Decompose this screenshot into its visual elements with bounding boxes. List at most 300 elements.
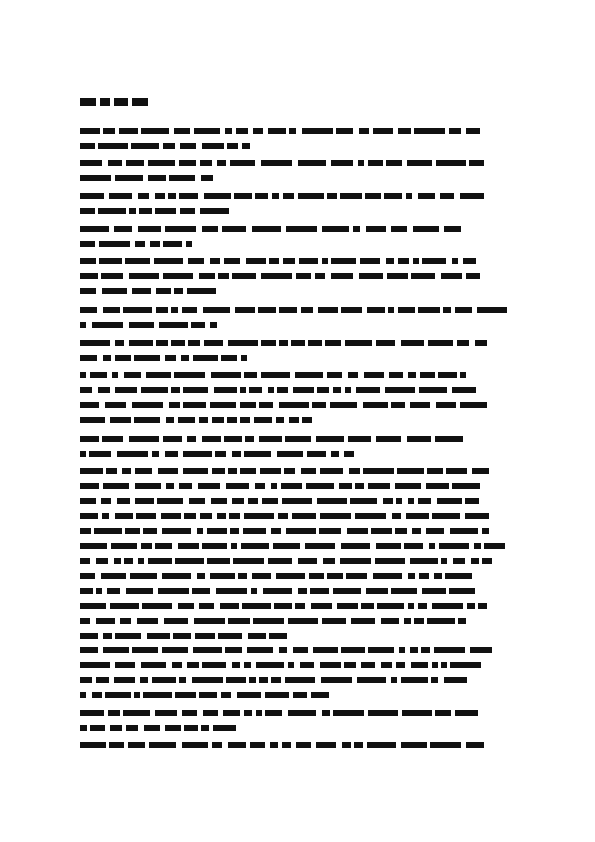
word-block xyxy=(282,742,291,748)
word-block xyxy=(255,483,265,489)
paragraph xyxy=(80,436,510,466)
word-block xyxy=(117,451,148,457)
text-line xyxy=(80,128,510,134)
word-block xyxy=(200,160,212,166)
paragraph xyxy=(80,340,510,370)
word-block xyxy=(107,588,120,594)
word-block xyxy=(96,588,102,594)
word-block xyxy=(164,618,188,624)
word-block xyxy=(242,603,271,609)
word-block xyxy=(450,662,481,668)
word-block xyxy=(120,618,131,624)
word-block xyxy=(159,322,188,328)
paragraph xyxy=(80,193,510,223)
word-block xyxy=(90,725,105,731)
word-block xyxy=(101,498,111,504)
word-block xyxy=(103,483,129,489)
word-block xyxy=(283,193,294,199)
word-block xyxy=(240,468,256,474)
word-block xyxy=(80,175,111,181)
word-block xyxy=(268,387,274,393)
word-block xyxy=(163,241,182,247)
word-block xyxy=(197,573,205,579)
word-block xyxy=(450,528,478,534)
word-block xyxy=(470,647,492,653)
word-block xyxy=(114,558,121,564)
word-block xyxy=(351,618,375,624)
word-block xyxy=(246,258,266,264)
word-block xyxy=(156,288,171,294)
word-block xyxy=(312,402,326,408)
word-block xyxy=(477,307,507,313)
word-block xyxy=(431,677,438,683)
word-block xyxy=(322,618,346,624)
word-block xyxy=(137,618,158,624)
word-block xyxy=(482,528,489,534)
text-line xyxy=(80,258,510,264)
word-block xyxy=(125,528,140,534)
word-block xyxy=(399,647,405,653)
word-block xyxy=(259,402,273,408)
text-line xyxy=(80,340,510,346)
paragraph xyxy=(80,128,510,158)
word-block xyxy=(419,573,429,579)
word-block xyxy=(439,543,469,549)
word-block xyxy=(217,513,226,519)
word-block xyxy=(179,193,198,199)
word-block xyxy=(345,387,351,393)
word-block xyxy=(340,193,362,199)
word-block xyxy=(94,528,122,534)
word-block xyxy=(105,692,131,698)
word-block xyxy=(184,725,198,731)
text-line xyxy=(80,451,510,457)
word-block xyxy=(349,468,360,474)
word-block xyxy=(128,742,145,748)
word-block xyxy=(284,468,295,474)
word-block xyxy=(234,193,252,199)
word-block xyxy=(422,588,446,594)
word-block xyxy=(126,588,153,594)
word-block xyxy=(130,573,157,579)
word-block xyxy=(285,436,311,442)
word-block xyxy=(200,513,212,519)
word-block xyxy=(355,513,386,519)
word-block xyxy=(253,618,284,624)
word-block xyxy=(188,258,204,264)
word-block xyxy=(331,258,356,264)
word-block xyxy=(181,355,189,361)
word-block xyxy=(254,417,272,423)
word-block xyxy=(229,513,240,519)
text-line xyxy=(80,208,510,214)
word-block xyxy=(466,273,480,279)
text-line xyxy=(80,322,510,328)
word-block xyxy=(347,528,368,534)
word-block xyxy=(182,710,197,716)
word-block xyxy=(299,258,318,264)
word-block xyxy=(413,258,419,264)
word-block xyxy=(259,436,282,442)
word-block xyxy=(298,558,317,564)
word-block xyxy=(444,677,467,683)
word-block xyxy=(243,528,266,534)
word-block xyxy=(364,372,384,378)
word-block xyxy=(281,483,302,489)
text-line xyxy=(80,160,510,166)
word-block xyxy=(363,402,388,408)
word-block xyxy=(435,710,451,716)
word-block xyxy=(80,451,86,457)
word-block xyxy=(80,258,96,264)
word-block xyxy=(132,288,151,294)
text-line xyxy=(80,355,510,361)
word-block xyxy=(286,226,317,232)
word-block xyxy=(449,128,461,134)
word-block xyxy=(463,258,476,264)
word-block xyxy=(406,513,429,519)
word-block xyxy=(183,468,208,474)
word-block xyxy=(288,662,294,668)
word-block xyxy=(202,226,218,232)
word-block xyxy=(96,677,109,683)
word-block xyxy=(282,498,312,504)
word-block xyxy=(154,258,183,264)
text-line xyxy=(80,633,510,639)
heading-glyph-block xyxy=(132,98,148,106)
word-block xyxy=(438,372,457,378)
paragraph xyxy=(80,160,510,190)
word-block xyxy=(421,647,430,653)
word-block xyxy=(288,710,316,716)
word-block xyxy=(260,468,281,474)
word-block xyxy=(301,468,316,474)
word-block xyxy=(306,483,334,489)
word-block xyxy=(428,340,453,346)
word-block xyxy=(293,387,314,393)
word-block xyxy=(354,742,363,748)
word-block xyxy=(261,372,290,378)
word-block xyxy=(242,143,250,149)
word-block xyxy=(179,483,192,489)
word-block xyxy=(80,618,90,624)
text-line xyxy=(80,692,510,698)
word-block xyxy=(279,647,287,653)
text-line xyxy=(80,307,510,313)
word-block xyxy=(373,128,393,134)
word-block xyxy=(195,633,215,639)
word-block xyxy=(80,528,91,534)
word-block xyxy=(250,742,265,748)
word-block xyxy=(301,307,313,313)
word-block xyxy=(436,402,456,408)
text-line xyxy=(80,288,510,294)
word-block xyxy=(156,340,168,346)
word-block xyxy=(373,573,402,579)
word-block xyxy=(377,603,404,609)
word-block xyxy=(413,226,439,232)
word-block xyxy=(452,258,458,264)
word-block xyxy=(268,558,292,564)
word-block xyxy=(385,387,415,393)
word-block xyxy=(98,208,126,214)
word-block xyxy=(115,340,124,346)
word-block xyxy=(232,451,241,457)
word-block xyxy=(156,307,168,313)
word-block xyxy=(331,273,353,279)
word-block xyxy=(199,273,215,279)
word-block xyxy=(115,387,137,393)
word-block xyxy=(311,603,332,609)
word-block xyxy=(138,558,144,564)
word-block xyxy=(212,468,225,474)
word-block xyxy=(331,160,353,166)
word-block xyxy=(80,588,93,594)
word-block xyxy=(311,692,329,698)
word-block xyxy=(171,387,180,393)
word-block xyxy=(389,372,403,378)
word-block xyxy=(465,498,479,504)
word-block xyxy=(318,307,338,313)
word-block xyxy=(193,647,222,653)
word-block xyxy=(469,160,484,166)
word-block xyxy=(80,483,99,489)
word-block xyxy=(244,372,257,378)
word-block xyxy=(129,273,159,279)
word-block xyxy=(226,483,249,489)
word-block xyxy=(408,603,414,609)
word-block xyxy=(271,528,281,534)
word-block xyxy=(218,273,229,279)
word-block xyxy=(132,647,158,653)
word-block xyxy=(414,128,445,134)
word-block xyxy=(272,193,279,199)
word-block xyxy=(194,128,220,134)
word-block xyxy=(220,603,239,609)
word-block xyxy=(418,193,435,199)
word-block xyxy=(99,241,130,247)
text-line xyxy=(80,677,510,683)
word-block xyxy=(135,483,161,489)
word-block xyxy=(302,128,333,134)
word-block xyxy=(140,677,148,683)
word-block xyxy=(210,402,236,408)
word-block xyxy=(327,193,337,199)
word-block xyxy=(392,513,401,519)
word-block xyxy=(103,307,120,313)
word-block xyxy=(278,513,288,519)
word-block xyxy=(228,618,250,624)
word-block xyxy=(199,692,217,698)
text-line xyxy=(80,662,510,668)
word-block xyxy=(80,513,98,519)
word-block xyxy=(296,273,311,279)
word-block xyxy=(236,128,248,134)
word-block xyxy=(192,588,210,594)
word-block xyxy=(252,573,271,579)
word-block xyxy=(371,528,392,534)
word-block xyxy=(198,483,220,489)
word-block xyxy=(147,633,170,639)
word-block xyxy=(123,710,150,716)
word-block xyxy=(320,468,343,474)
word-block xyxy=(418,307,440,313)
word-block xyxy=(207,558,230,564)
word-block xyxy=(211,498,227,504)
word-block xyxy=(344,662,356,668)
word-block xyxy=(241,543,269,549)
word-block xyxy=(355,483,364,489)
word-block xyxy=(353,226,360,232)
word-block xyxy=(90,372,107,378)
word-block xyxy=(333,710,364,716)
word-block xyxy=(261,160,292,166)
word-block xyxy=(435,436,463,442)
word-block xyxy=(103,355,111,361)
word-block xyxy=(331,451,339,457)
word-block xyxy=(102,513,109,519)
word-block xyxy=(313,647,338,653)
word-block xyxy=(96,558,108,564)
word-block xyxy=(258,307,276,313)
word-block xyxy=(125,258,150,264)
word-block xyxy=(80,355,97,361)
word-block xyxy=(202,543,227,549)
word-block xyxy=(129,322,154,328)
word-block xyxy=(103,128,115,134)
word-block xyxy=(398,128,411,134)
word-block xyxy=(115,633,141,639)
paragraph xyxy=(80,258,510,303)
heading-glyph-block xyxy=(80,98,96,106)
word-block xyxy=(276,573,305,579)
word-block xyxy=(126,160,144,166)
word-block xyxy=(202,436,221,442)
word-block xyxy=(111,543,137,549)
word-block xyxy=(404,543,423,549)
text-line xyxy=(80,528,510,534)
word-block xyxy=(396,498,402,504)
word-block xyxy=(356,387,380,393)
word-block xyxy=(213,725,236,731)
paragraph xyxy=(80,468,510,648)
word-block xyxy=(323,558,335,564)
word-block xyxy=(193,355,218,361)
word-block xyxy=(178,603,194,609)
word-block xyxy=(244,451,271,457)
word-block xyxy=(183,387,208,393)
word-block xyxy=(441,273,462,279)
word-block xyxy=(129,208,136,214)
word-block xyxy=(161,513,181,519)
word-block xyxy=(129,436,159,442)
word-block xyxy=(252,226,281,232)
word-block xyxy=(112,372,118,378)
word-block xyxy=(271,483,277,489)
word-block xyxy=(110,603,139,609)
word-block xyxy=(358,160,364,166)
word-block xyxy=(80,128,100,134)
word-block xyxy=(89,451,111,457)
word-block xyxy=(210,573,235,579)
word-block xyxy=(150,241,160,247)
word-block xyxy=(249,387,262,393)
word-block xyxy=(383,498,393,504)
word-block xyxy=(155,193,165,199)
word-block xyxy=(386,160,402,166)
word-block xyxy=(244,710,252,716)
word-block xyxy=(391,588,417,594)
word-block xyxy=(289,417,299,423)
word-block xyxy=(169,175,195,181)
word-block xyxy=(348,436,371,442)
word-block xyxy=(315,273,325,279)
word-block xyxy=(122,468,131,474)
word-block xyxy=(124,372,141,378)
word-block xyxy=(248,633,266,639)
word-block xyxy=(319,528,341,534)
word-block xyxy=(482,558,492,564)
word-block xyxy=(136,513,156,519)
word-block xyxy=(227,417,237,423)
word-block xyxy=(141,387,168,393)
word-block xyxy=(139,208,152,214)
word-block xyxy=(165,355,176,361)
word-block xyxy=(203,307,230,313)
paragraph xyxy=(80,226,510,256)
word-block xyxy=(165,451,178,457)
word-block xyxy=(455,307,472,313)
text-line xyxy=(80,742,510,748)
word-block xyxy=(98,387,110,393)
word-block xyxy=(407,160,432,166)
word-block xyxy=(80,208,95,214)
word-block xyxy=(426,483,449,489)
word-block xyxy=(401,677,428,683)
text-line xyxy=(80,647,510,653)
word-block xyxy=(339,483,352,489)
word-block xyxy=(365,193,381,199)
word-block xyxy=(261,273,292,279)
word-block xyxy=(134,692,140,698)
word-block xyxy=(256,662,284,668)
text-line xyxy=(80,513,510,519)
word-block xyxy=(273,543,300,549)
word-block xyxy=(80,692,86,698)
paragraph xyxy=(80,372,510,432)
word-block xyxy=(168,193,176,199)
word-block xyxy=(270,742,278,748)
word-block xyxy=(235,307,255,313)
word-block xyxy=(80,633,98,639)
word-block xyxy=(376,340,395,346)
word-block xyxy=(366,588,388,594)
word-block xyxy=(134,417,160,423)
word-block xyxy=(217,160,226,166)
word-block xyxy=(320,513,351,519)
word-block xyxy=(361,603,374,609)
word-block xyxy=(446,468,467,474)
word-block xyxy=(346,573,367,579)
word-block xyxy=(472,468,489,474)
word-block xyxy=(214,387,237,393)
word-block xyxy=(418,603,427,609)
word-block xyxy=(398,307,415,313)
word-block xyxy=(262,498,278,504)
word-block xyxy=(201,175,213,181)
word-block xyxy=(80,662,110,668)
word-block xyxy=(384,193,402,199)
